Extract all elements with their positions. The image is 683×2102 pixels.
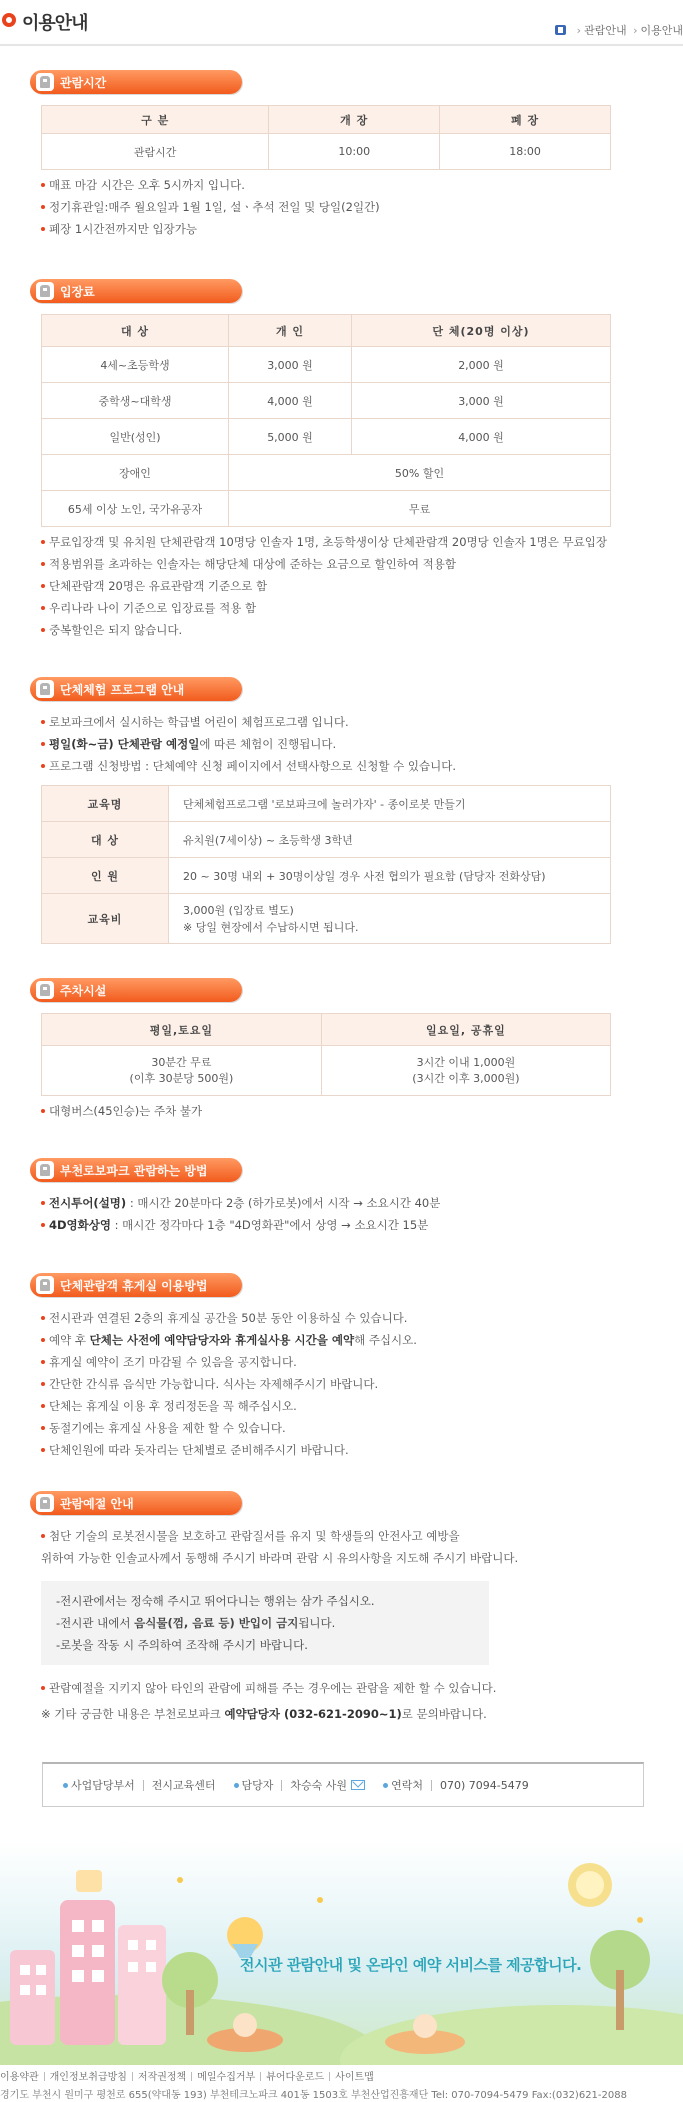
robot-logo-icon: [36, 680, 54, 698]
list-item: 적용범위를 초과하는 인솔자는 해당단체 대상에 준하는 요금으로 할인하여 적용함: [41, 553, 650, 575]
list-item: 전시관과 연결된 2층의 휴게실 공간을 50분 동안 이용하실 수 있습니다.: [41, 1307, 650, 1329]
table-cell: 무료: [229, 491, 611, 527]
banner-illustration: [0, 1840, 683, 2065]
home-icon[interactable]: [555, 25, 566, 35]
program-table: [41, 785, 611, 944]
breadcrumb: [555, 22, 683, 38]
fees-table: [41, 314, 611, 527]
section-hours: [30, 70, 650, 240]
section-title-text: 관람예절 안내: [60, 1496, 134, 1511]
robot-logo-icon: [36, 1276, 54, 1294]
footer-link-terms[interactable]: 이용약관: [0, 2072, 39, 2083]
divider: [260, 2072, 261, 2081]
table-header: 대 상: [42, 315, 229, 347]
divider: [431, 1780, 432, 1791]
section-title-text: 단체관람객 휴게실 이용방법: [60, 1278, 208, 1293]
table-cell: 일반(성인): [42, 419, 229, 455]
parking-table: [41, 1013, 611, 1096]
rule-item: [56, 1612, 474, 1634]
footer-link-copyright[interactable]: 저작권정책: [137, 2072, 187, 2083]
page-header: [0, 0, 683, 44]
bullet-icon: [63, 1783, 68, 1788]
emphasis-text: 예약담당자 (032-621-2090~1): [224, 1707, 402, 1721]
robot-logo-icon: [36, 282, 54, 300]
etiquette-notes: [41, 1677, 650, 1699]
list-item: 로보파크에서 실시하는 학급별 어린이 체험프로그램 입니다.: [41, 711, 650, 733]
list-item: 우리나라 나이 기준으로 입장료를 적용 함: [41, 597, 650, 619]
header-divider: [0, 44, 683, 46]
section-title-rest: [30, 1273, 242, 1297]
table-cell: [169, 894, 611, 944]
rule-item: -로봇을 작동 시 주의하여 조작해 주시기 바랍니다.: [56, 1638, 308, 1652]
emphasis-text: 평일(화~금) 단체관람 예정일: [49, 737, 200, 751]
footer-links: [0, 2068, 374, 2083]
table-cell: 3,000 원: [352, 383, 611, 419]
list-item: 첨단 기술의 로봇전시물을 보호하고 관람질서를 유지 및 학생들의 안전사고 예방을: [41, 1525, 650, 1547]
list-item: 폐장 1시간전까지만 입장가능: [41, 218, 650, 240]
fee-text: 3,000원 (입장료 별도): [183, 903, 294, 917]
table-cell: 유치원(7세이상) ~ 초등학생 3학년: [169, 822, 611, 858]
footer-link-viewer[interactable]: 뷰어다운로드: [266, 2072, 325, 2083]
footer-link-email-refusal[interactable]: 메일수집거부: [197, 2072, 256, 2083]
table-header: 개 장: [269, 106, 440, 134]
breadcrumb-item-usage[interactable]: 이용안내: [640, 24, 683, 37]
table-header: 폐 장: [440, 106, 611, 134]
list-item: 단체는 휴게실 이용 후 정리정돈을 꼭 해주십시오.: [41, 1395, 650, 1417]
list-item: 정기휴관일:매주 월요일과 1월 1일, 설ㆍ추석 전일 및 당일(2일간): [41, 196, 650, 218]
divider: [281, 1780, 282, 1791]
dept-label: 사업담당부서: [71, 1779, 135, 1792]
table-cell: 4,000 원: [229, 383, 352, 419]
list-item: [41, 1214, 650, 1236]
table-cell: 4,000 원: [352, 419, 611, 455]
table-cell: 장애인: [42, 455, 229, 491]
text: : 매시간 정각마다 1층 "4D영화관"에서 상영 → 소요시간 15분: [110, 1218, 429, 1232]
phone-label: 연락처: [391, 1779, 423, 1792]
section-fees: [30, 279, 650, 641]
text: 로 문의바랍니다.: [401, 1707, 487, 1721]
parking-holiday-extra: (3시간 이후 3,000원): [412, 1071, 520, 1085]
person-value: 차승숙 사원: [290, 1779, 348, 1792]
emphasis-text: 음식물(껌, 음료 등) 반입이 금지: [134, 1616, 299, 1630]
section-program: [30, 677, 650, 944]
text: ※ 기타 궁금한 내용은 부천로보파크: [41, 1707, 225, 1721]
list-item: [41, 1192, 650, 1214]
table-cell: 5,000 원: [229, 419, 352, 455]
table-cell: 단체체험프로그램 '로보파크에 놀러가자' - 종이로봇 만들기: [169, 786, 611, 822]
table-cell: 18:00: [440, 134, 611, 170]
list-item: 매표 마감 시간은 오후 5시까지 입니다.: [41, 174, 650, 196]
fee-note: ※ 당일 현장에서 수납하시면 됩니다.: [183, 920, 359, 934]
robot-logo-icon: [36, 1161, 54, 1179]
table-header: 교육비: [42, 894, 169, 944]
table-cell: [42, 1046, 322, 1096]
table-cell: 10:00: [269, 134, 440, 170]
table-header: 일요일, 공휴일: [321, 1014, 610, 1046]
divider: [44, 2072, 45, 2081]
section-parking: [30, 978, 650, 1122]
footer-link-privacy[interactable]: 개인정보취급방침: [49, 2072, 127, 2083]
list-item: 대형버스(45인승)는 주차 불가: [41, 1100, 650, 1122]
section-title-etiquette: [30, 1491, 242, 1515]
list-item: 중복할인은 되지 않습니다.: [41, 619, 650, 641]
parking-holiday-rate: 3시간 이내 1,000원: [416, 1055, 516, 1069]
table-header: 대 상: [42, 822, 169, 858]
text: : 매시간 20분마다 2층 (하가로봇)에서 시작 → 소요시간 40분: [126, 1196, 441, 1210]
contact-box: [42, 1762, 644, 1807]
program-intro: [41, 711, 650, 777]
list-item: 관람예절을 지키지 않아 타인의 관람에 피해를 주는 경우에는 관람을 제한 할 수 있습니다.: [41, 1677, 650, 1699]
table-header: 개 인: [229, 315, 352, 347]
divider: [132, 2072, 133, 2081]
list-item: [41, 1329, 650, 1351]
section-title-text: 관람시간: [60, 75, 107, 90]
table-cell: 65세 이상 노인, 국가유공자: [42, 491, 229, 527]
list-item: 무료입장객 및 유치원 단체관람객 10명당 인솔자 1명, 초등학생이상 단체관람객 20명당 인솔자 1명은 무료입장: [41, 531, 650, 553]
table-cell: [321, 1046, 610, 1096]
person-label: 담당자: [241, 1779, 274, 1792]
parking-weekday-rate: 30분간 무료: [151, 1055, 212, 1069]
section-title-fees: [30, 279, 242, 303]
robot-logo-icon: [36, 981, 54, 999]
hours-table: [41, 105, 611, 170]
text: 해 주십시오.: [354, 1333, 417, 1347]
dept-value: 전시교육센터: [151, 1779, 216, 1792]
table-cell: 3,000 원: [229, 347, 352, 383]
bullet-icon: [234, 1783, 239, 1788]
text: 에 따른 체험이 진행됩니다.: [199, 737, 337, 751]
breadcrumb-separator: ›: [576, 24, 582, 37]
list-item: 프로그램 신청방법 : 단체예약 신청 페이지에서 선택사항으로 신청할 수 있습니다.: [41, 755, 650, 777]
title-bullet-icon: [2, 13, 16, 27]
mail-icon[interactable]: [351, 1780, 365, 1790]
bullet-icon: [383, 1783, 388, 1788]
section-title-hours: [30, 70, 242, 94]
list-item: 간단한 간식류 음식만 가능합니다. 식사는 자제해주시기 바랍니다.: [41, 1373, 650, 1395]
page-title: 이용안내: [22, 13, 88, 34]
footer-link-sitemap[interactable]: 사이트맵: [335, 2072, 374, 2083]
etiquette-intro: [41, 1525, 650, 1547]
table-header: 교육명: [42, 786, 169, 822]
footer-banner: [0, 1840, 683, 2065]
table-cell: 2,000 원: [352, 347, 611, 383]
parking-notes: [41, 1100, 650, 1122]
banner-tagline: 전시관 관람안내 및 온라인 예약 서비스를 제공합니다.: [240, 1956, 582, 1974]
list-item: 단체인원에 따라 돗자리는 단체별로 준비해주시기 바랍니다.: [41, 1439, 650, 1461]
list-item: 단체관람객 20명은 유료관람객 기준으로 함: [41, 575, 650, 597]
section-etiquette: [30, 1491, 650, 1725]
list-item: 휴게실 예약이 조기 마감될 수 있음을 공지합니다.: [41, 1351, 650, 1373]
section-title-text: 단체체험 프로그램 안내: [60, 682, 185, 697]
hours-notes: [41, 174, 650, 240]
robot-logo-icon: [36, 1494, 54, 1512]
section-title-parking: [30, 978, 242, 1002]
section-title-text: 부천로보파크 관람하는 방법: [60, 1163, 208, 1178]
fees-notes: [41, 531, 650, 641]
table-cell: 50% 할인: [229, 455, 611, 491]
section-title-text: 주차시설: [60, 983, 107, 998]
rule-item: -전시관에서는 정숙해 주시고 뛰어다니는 행위는 삼가 주십시오.: [56, 1594, 375, 1608]
table-cell: 4세~초등학생: [42, 347, 229, 383]
emphasis-text: 4D영화상영: [49, 1218, 111, 1232]
table-header: 인 원: [42, 858, 169, 894]
phone-value: 070) 7094-5479: [439, 1778, 529, 1792]
rest-list: [41, 1307, 650, 1461]
parking-weekday-extra: (이후 30분당 500원): [129, 1071, 234, 1085]
breadcrumb-item-guide[interactable]: 관람안내: [584, 24, 627, 37]
emphasis-text: 단체는 사전에 예약담당자와 휴게실사용 시간을 예약: [89, 1333, 355, 1347]
table-cell: 20 ~ 30명 내외 + 30명이상일 경우 사전 협의가 필요함 (담당자 전화상담): [169, 858, 611, 894]
section-title-howto: [30, 1158, 242, 1182]
table-header: 단 체(20명 이상): [352, 315, 611, 347]
divider: [143, 1780, 144, 1791]
list-item: 동절기에는 휴게실 사용을 제한 할 수 있습니다.: [41, 1417, 650, 1439]
howto-list: [41, 1192, 650, 1236]
list-item: [41, 733, 650, 755]
divider: [329, 2072, 330, 2081]
table-cell: 중학생~대학생: [42, 383, 229, 419]
section-title-text: 입장료: [60, 284, 95, 299]
emphasis-text: 전시투어(설명): [49, 1196, 127, 1210]
table-header: 구 분: [42, 106, 269, 134]
divider: [191, 2072, 192, 2081]
text: -전시관 내에서: [56, 1616, 135, 1630]
section-howto: [30, 1158, 650, 1236]
footer-address: 경기도 부천시 원미구 평천로 655(약대동 193) 부천테크노파크 401동 1503호 부천산업진흥재단 Tel: 070-7094-5479 Fax:(032)621-2088: [0, 2090, 627, 2101]
section-rest: [30, 1273, 650, 1461]
etiquette-rules-box: [41, 1581, 489, 1665]
etiquette-intro-cont: 위하여 가능한 인솔교사께서 동행해 주시기 바라며 관람 시 유의사항을 지도해 주시기 바랍니다.: [41, 1551, 519, 1565]
breadcrumb-separator: ›: [633, 24, 638, 37]
text: 됩니다.: [298, 1616, 336, 1630]
inquiry-text: [41, 1703, 650, 1725]
table-cell: 관람시간: [42, 134, 269, 170]
table-header: 평일,토요일: [42, 1014, 322, 1046]
robot-logo-icon: [36, 73, 54, 91]
text: 예약 후: [49, 1333, 90, 1347]
section-title-program: [30, 677, 242, 701]
